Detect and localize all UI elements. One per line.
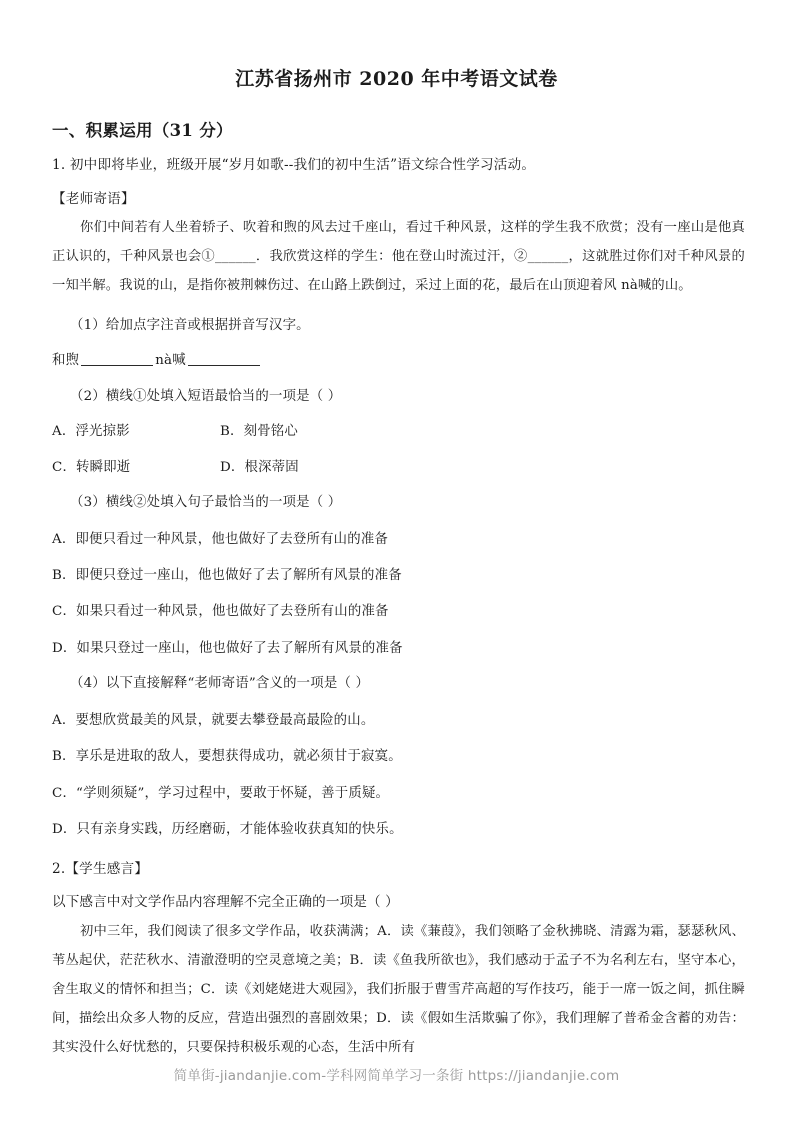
question-1-3-option-c[interactable]: C．如果只看过一种风景，他也做好了去登所有山的准备 — [52, 604, 389, 620]
question-1-stem: 1. 初中即将毕业，班级开展“岁月如歌--我们的初中生活”语文综合性学习活动。 — [52, 157, 536, 173]
question-2-prompt: 以下感言中对文学作品内容理解不完全正确的一项是（ ） — [52, 894, 399, 911]
footer-watermark: 简单街-jiandanjie.com-学科网简单学习一条街 https://jiandanjie.com — [173, 1068, 620, 1084]
question-1-1-answer-row — [52, 350, 745, 371]
section-heading: 一、积累运用（31 分） — [52, 121, 233, 140]
question-1-3-prompt: （3）横线②处填入句子最恰当的一项是（ ） — [70, 495, 342, 511]
question-1-4-option-b[interactable]: B．享乐是进取的敌人，要想获得成功，就必须甘于寂寞。 — [52, 749, 402, 765]
question-1-4-option-d[interactable]: D．只有亲身实践，历经磨砺，才能体验收获真知的快乐。 — [52, 822, 403, 838]
pinyin-blank-1-input[interactable] — [81, 352, 153, 366]
question-2-label: 2.【学生感言】 — [52, 860, 149, 877]
pinyin-blank-1-label: 和煦 — [52, 353, 80, 369]
question-1-2-options-row-2 — [52, 457, 745, 478]
pinyin-blank-2-input[interactable] — [188, 352, 260, 366]
option-b[interactable]: B．刻骨铭心 — [220, 424, 298, 440]
question-1-3-option-a[interactable]: A．即便只看过一种风景，他也做好了去登所有山的准备 — [52, 531, 389, 547]
teacher-message-text — [52, 214, 745, 301]
option-d[interactable]: D．根深蒂固 — [220, 459, 299, 475]
question-1-4-option-c[interactable]: C．“学则须疑”，学习过程中，要敢于怀疑，善于质疑。 — [52, 785, 390, 801]
option-a[interactable]: A．浮光掠影 — [52, 424, 130, 440]
page-title: 江苏省扬州市 2020 年中考语文试卷 — [235, 68, 558, 90]
question-1-4-prompt: （4）以下直接解释“老师寄语”含义的一项是（ ） — [70, 676, 370, 692]
pinyin-blank-2-label: nà喊 — [155, 353, 186, 369]
teacher-message-label: 【老师寄语】 — [52, 191, 135, 208]
question-1-3-option-b[interactable]: B．即便只登过一座山，他也做好了去了解所有风景的准备 — [52, 568, 402, 584]
question-1-2-prompt: （2）横线①处填入短语最恰当的一项是（ ） — [70, 388, 342, 404]
question-1-2-options-row-1 — [52, 421, 745, 442]
option-c[interactable]: C．转瞬即逝 — [52, 459, 131, 475]
question-1-4-option-a[interactable]: A．要想欣赏最美的风景，就要去攀登最高最险的山。 — [52, 712, 375, 728]
question-1-1-prompt: （1）给加点字注音或根据拼音写汉字。 — [70, 317, 310, 333]
question-2-passage-body: 初中三年，我们阅读了很多文学作品，收获满满；A．读《蒹葭》，我们领略了金秋拂晓、清露为霜，瑟瑟秋风、苇丛起伏，茫茫秋水、清澈澄明的空灵意境之美；B．读《鱼我所欲也》，我们感动于孟子不为名利左右，坚守本心，舍生取义的情怀和担当；C．读《刘姥姥进大观园》，我们折服于曹雪芹高超的写作技巧，能于一席一饭之间，抓住瞬间，描绘出众多人物的反应，营造出强烈的喜剧效果；D．读《假如生活欺骗了你》，我们理解了普希金含蓄的劝告：其实没什么好忧愁的，只要保持积极乐观的心态，生活中所有 — [52, 924, 745, 1055]
teacher-message-body: 你们中间若有人坐着轿子、吹着和煦的风去过千座山，看过千种风景，这样的学生我不欣赏；没有一座山是他真正认识的，千种风景也会①______．我欣赏这样的学生：他在登山时流过汗，②______，这就胜过你们对千种风景的一知半解。我说的山，是指你被荆棘伤过、在山路上跌倒过，采过上面的花，最后在山顶迎着风 nà喊的山。 — [52, 220, 745, 293]
question-1-3-option-d[interactable]: D．如果只登过一座山，他也做好了去了解所有风景的准备 — [52, 640, 403, 656]
question-2-passage — [52, 918, 745, 1063]
